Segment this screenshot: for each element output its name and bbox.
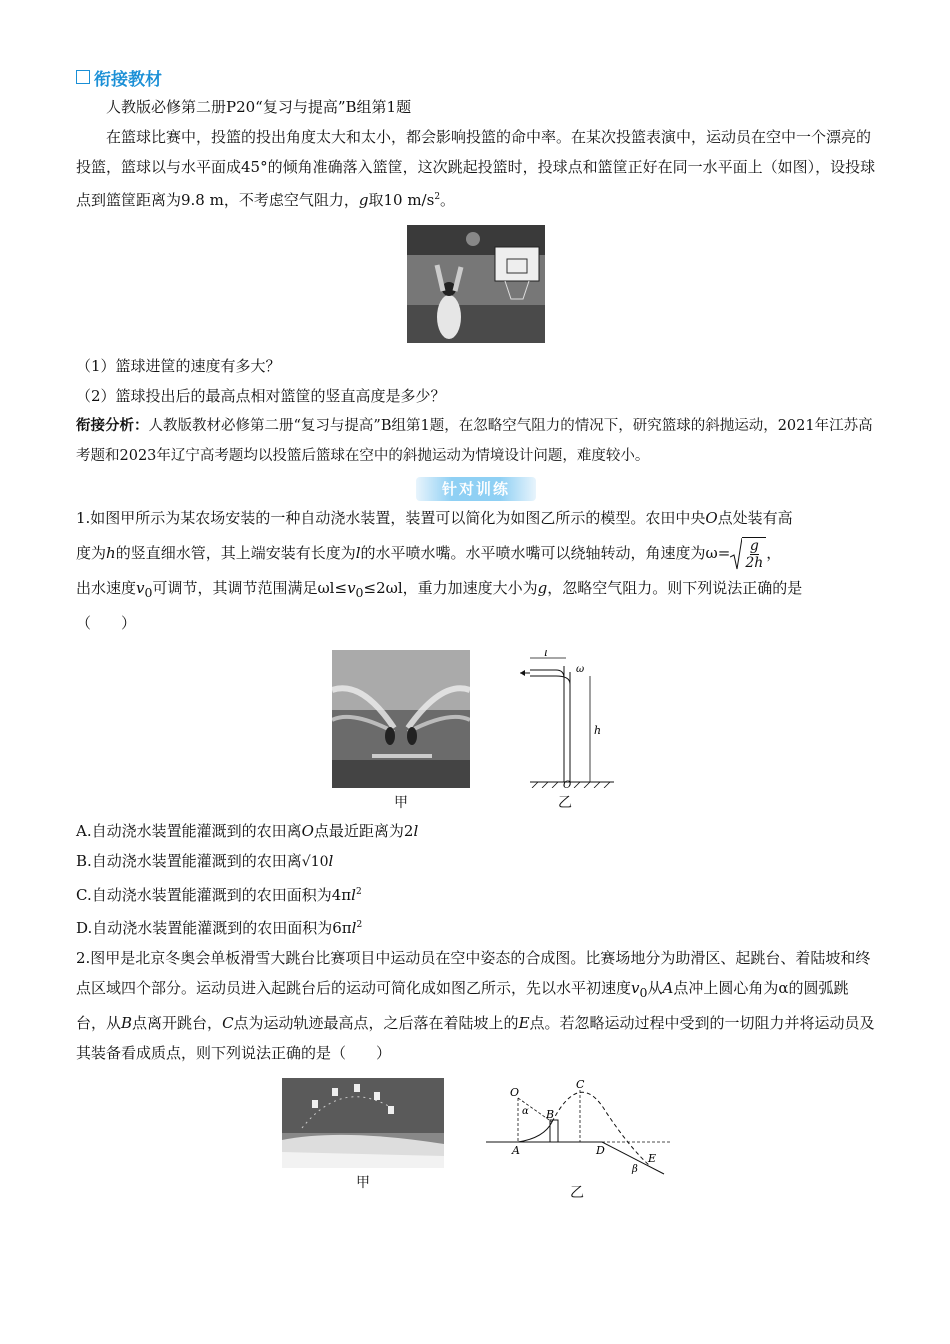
svg-text:ω: ω: [576, 664, 585, 675]
option-a: A.自动浇水装置能灌溉到的农田离O点最近距离为2l: [76, 822, 419, 840]
svg-text:D: D: [596, 1144, 605, 1157]
sprinkler-figures: [76, 650, 876, 812]
svg-text:β: β: [632, 1164, 638, 1175]
figure-yi: [510, 650, 620, 812]
svg-text:l: l: [544, 650, 548, 659]
option-c: C.自动浇水装置能灌溉到的农田面积为$4\pi l^2$: [76, 886, 362, 904]
question-2: （2）篮球投出后的最高点相对篮筐的竖直高度是多少？: [76, 387, 446, 405]
question-1: （1）篮球进筐的速度有多大？: [76, 357, 281, 375]
sqrt-formula: g 2h: [730, 537, 766, 571]
section-heading: [76, 62, 876, 92]
analysis-paragraph: 衔接分析：人教版教材必修第二册“复习与提高”B组第1题，在忽略空气阻力的情况下，研究篮球的斜抛运动，2021年江苏高考题和2023年辽宁高考题均以投篮后篮球在空中的斜抛运动为情境设计问题，难度较小。: [76, 418, 873, 464]
ski-photo: [282, 1078, 444, 1168]
problem-2-stem: 2.图甲是北京冬奥会单板滑雪大跳台比赛项目中运动员在空中姿态的合成图。比赛场地分为助滑区、起跳台、着陆坡和终点区域四个部分。运动员进入起跳台后的运动可简化成如图乙所示，先以水平初速度$v_0$从A点冲上圆心角为α的圆弧跳台，从B点离开跳台，C点为运动轨迹最高点，之后落在着陆坡上的E点。若忽略运动过程中受到的一切阻力并将运动员及其装备看成质点，则下列说法正确的是（ ）: [76, 949, 875, 1062]
figure-jia: [332, 650, 470, 812]
intro-source: 人教版必修第二册P20“复习与提高”B组第1题: [106, 98, 412, 116]
problem-1-stem-3: 出水速度$v_0$可调节，其调节范围满足$\omega l\le v_0\le 2\omega l$，重力加速度大小为g，忽略空气阻力。则下列说法正确的是: [76, 579, 803, 600]
svg-text:B: B: [546, 1108, 555, 1121]
problem-1-paren: （ ）: [76, 614, 137, 632]
problem-1-stem-2: 度为h的竖直细水管，其上端安装有长度为l的水平喷水嘴。水平喷水嘴可以绕轴转动，角速度为ω= g 2h ，: [76, 538, 782, 571]
svg-text:E: E: [648, 1152, 657, 1165]
svg-text:h: h: [594, 724, 602, 737]
option-b: B.自动浇水装置能灌溉到的农田离√10l: [76, 852, 334, 870]
problem-1-stem: 1.如图甲所示为某农场安装的一种自动浇水装置，装置可以简化为如图乙所示的模型。农田中央O点处装有高: [76, 509, 793, 527]
svg-text:O: O: [510, 1086, 520, 1099]
svg-text:α: α: [522, 1106, 529, 1117]
document-page: [76, 62, 876, 1202]
intro-body: 在篮球比赛中，投篮的投出角度太大和太小，都会影响投篮的命中率。在某次投篮表演中，运动员在空中一个漂亮的投篮，篮球以与水平面成45°的倾角准确落入篮筐，这次跳起投篮时，投球点和篮筐正好在同一水平面上（如图），设投球点到篮筐距离为9.8 m，不考虑空气阻力，g取10 $m/s^2$。: [76, 128, 876, 209]
svg-text:A: A: [512, 1144, 520, 1157]
basketball-figure: [76, 225, 876, 343]
caption-yi-2: 乙: [570, 1185, 584, 1201]
svg-text:C: C: [576, 1078, 585, 1091]
svg-text:O: O: [563, 780, 572, 788]
sprinkler-photo: [332, 650, 470, 788]
training-banner: 针对训练: [416, 477, 536, 501]
checkbox-icon: [76, 70, 90, 84]
sprinkler-diagram: [510, 650, 620, 788]
caption-jia: 甲: [394, 795, 408, 811]
ski-figures: [76, 1078, 876, 1202]
figure-yi-2: [484, 1078, 670, 1202]
option-d: D.自动浇水装置能灌溉到的农田面积为$6\pi l^2$: [76, 919, 363, 937]
caption-yi: 乙: [558, 795, 572, 811]
section-title: 衔接教材: [94, 69, 162, 90]
figure-jia-2: [282, 1078, 444, 1202]
basketball-photo: [407, 225, 545, 343]
ski-diagram: [484, 1078, 670, 1178]
caption-jia-2: 甲: [356, 1175, 370, 1191]
